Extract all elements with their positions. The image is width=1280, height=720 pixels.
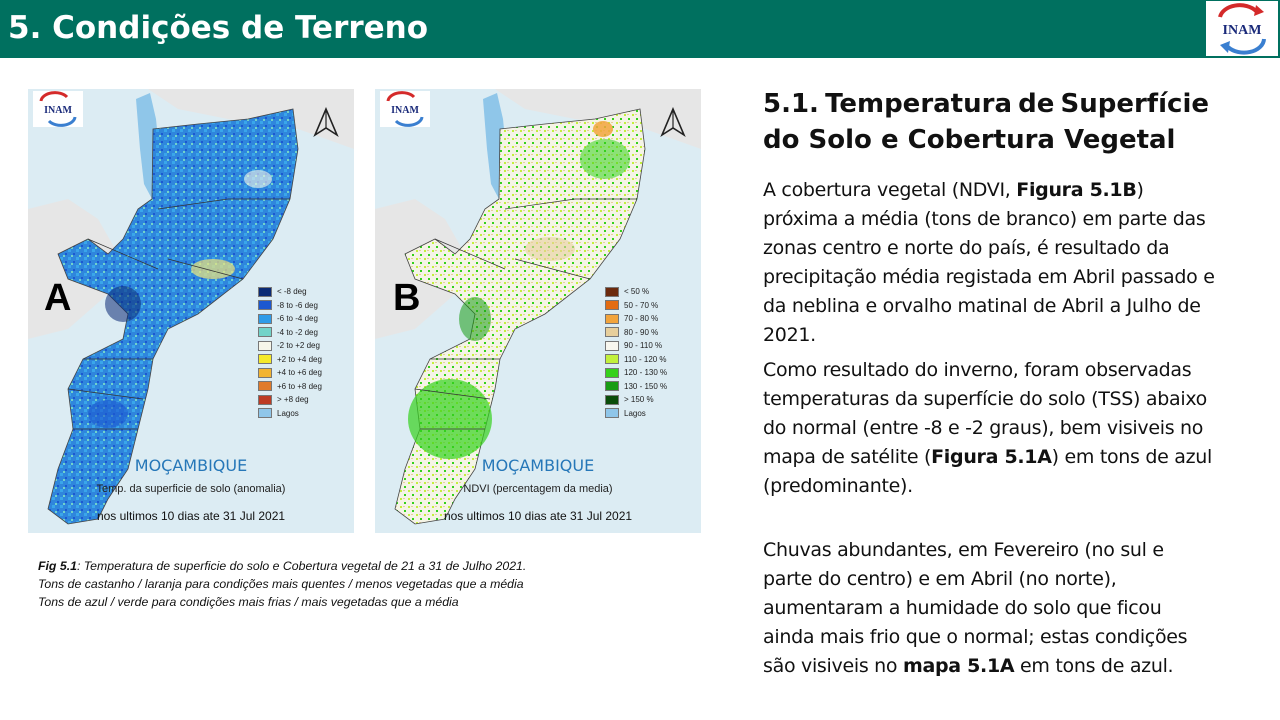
legend-label: > 150 % [624, 395, 654, 405]
title-word-2: Temperatura [825, 89, 1012, 119]
legend-swatch [258, 395, 272, 405]
legend-swatch [258, 300, 272, 310]
legend-item [605, 353, 667, 367]
paragraph-1 [763, 176, 1218, 350]
p2-text-a: Como resultado do inverno, foram observadas temperaturas da superfície do solo (TSS) abaixo do normal (entre -8 e -2 graus), bem visiveis no mapa de satélite ( [763, 359, 1207, 468]
paragraph-2 [763, 356, 1218, 501]
north-arrow-icon [312, 107, 340, 139]
legend-label: -8 to -6 deg [277, 300, 318, 310]
legend-item [605, 339, 667, 353]
legend-item [605, 326, 667, 340]
caption-line-3: Tons de azul / verde para condições mais frias / mais vegetadas que a média [38, 595, 459, 609]
legend-swatch [605, 368, 619, 378]
legend-item [605, 407, 667, 421]
panel-letter-b: B [393, 277, 421, 319]
legend-item [258, 407, 322, 421]
legend-label: 90 - 110 % [624, 341, 663, 351]
legend-swatch [605, 395, 619, 405]
legend-swatch [258, 368, 272, 378]
p3-bold: mapa 5.1A [902, 655, 1015, 677]
caption-label: Fig 5.1 [38, 559, 77, 573]
legend-item [258, 326, 322, 340]
legend-swatch [605, 354, 619, 364]
legend-swatch [258, 381, 272, 391]
slide-header [0, 0, 1280, 58]
legend-label: +6 to +8 deg [277, 381, 322, 391]
legend-swatch [258, 341, 272, 351]
legend-label: -4 to -2 deg [277, 327, 318, 337]
legend-swatch [605, 381, 619, 391]
p1-bold: Figura 5.1B [1016, 179, 1137, 201]
map-country-b: MOÇAMBIQUE [481, 456, 595, 475]
inam-logo-text: INAM [1222, 23, 1262, 38]
legend-label: -6 to -4 deg [277, 314, 318, 324]
figure-caption [38, 557, 526, 611]
legend-label: < -8 deg [277, 287, 307, 297]
legend-swatch [258, 408, 272, 418]
legend-b [605, 285, 667, 420]
legend-item [258, 299, 322, 313]
map-panel-b [375, 89, 701, 533]
p2-bold: Figura 5.1A [931, 446, 1052, 468]
legend-item [605, 299, 667, 313]
legend-label: +2 to +4 deg [277, 354, 322, 364]
legend-a [258, 285, 322, 420]
legend-item [258, 312, 322, 326]
legend-swatch [258, 354, 272, 364]
legend-label: Lagos [624, 408, 646, 418]
slide-title: 5. Condições de Terreno [8, 10, 429, 46]
legend-label: 120 - 130 % [624, 368, 668, 378]
legend-swatch [605, 408, 619, 418]
small-logo-text-b: INAM [391, 105, 419, 116]
legend-item [258, 353, 322, 367]
inam-small-logo-b [380, 91, 430, 127]
legend-item [605, 380, 667, 394]
legend-label: -2 to +2 deg [277, 341, 320, 351]
caption-line-2: Tons de castanho / laranja para condições mais quentes / menos vegetadas que a média [38, 577, 524, 591]
caption-line-1: : Temperatura de superficie do solo e Cobertura vegetal de 21 a 31 de Julho 2021. [76, 559, 527, 573]
section-title [763, 86, 1209, 158]
legend-swatch [258, 327, 272, 337]
legend-swatch [605, 327, 619, 337]
panel-letter-a: A [44, 277, 72, 319]
legend-swatch [605, 341, 619, 351]
north-arrow-icon [659, 107, 687, 139]
legend-item [605, 285, 667, 299]
map-subtitle-a: Temp. da superficie de solo (anomalia) [96, 483, 286, 495]
legend-item [258, 366, 322, 380]
legend-item [605, 366, 667, 380]
map-date-b: nos ultimos 10 dias ate 31 Jul 2021 [443, 509, 633, 523]
legend-label: 80 - 90 % [624, 327, 659, 337]
legend-swatch [605, 300, 619, 310]
map-date-a: nos ultimos 10 dias ate 31 Jul 2021 [96, 509, 286, 523]
paragraph-3 [763, 536, 1218, 681]
legend-swatch [605, 287, 619, 297]
p1-text-b: ) próxima a média (tons de branco) em parte das zonas centro e norte do país, é resultado da precipitação média registada em Abril passado e da neblina e orvalho matinal de Abril a Julho de 2021. [763, 179, 1215, 346]
p3-text-a: Chuvas abundantes, em Fevereiro (no sul e parte do centro) e em Abril (no norte), aumentaram a humidade do solo que ficou ainda mais frio que o normal; estas condições são visiveis no [763, 539, 1188, 677]
map-panel-a [28, 89, 354, 533]
title-word-4: Superfície [1060, 89, 1209, 119]
legend-item [258, 339, 322, 353]
legend-item [258, 285, 322, 299]
map-country-a: MOÇAMBIQUE [134, 456, 248, 475]
legend-swatch [258, 314, 272, 324]
legend-label: 130 - 150 % [624, 381, 668, 391]
legend-label: 110 - 120 % [624, 354, 667, 364]
map-subtitle-b: NDVI (percentagem da media) [463, 483, 613, 495]
title-line-2: do Solo e Cobertura Vegetal [763, 125, 1176, 155]
p2-text-b: ) em tons de azul (predominante). [763, 446, 1212, 497]
legend-label: 70 - 80 % [624, 314, 659, 324]
legend-label: 50 - 70 % [624, 300, 659, 310]
legend-item [258, 393, 322, 407]
legend-swatch [605, 314, 619, 324]
small-logo-text-a: INAM [44, 105, 72, 116]
legend-swatch [258, 287, 272, 297]
inam-small-logo-a [33, 91, 83, 127]
p1-text-a: A cobertura vegetal (NDVI, [763, 179, 1017, 201]
legend-item [605, 393, 667, 407]
title-word-1: 5.1. [763, 89, 819, 119]
p3-text-b: em tons de azul. [1014, 655, 1174, 677]
legend-item [258, 380, 322, 394]
legend-item [605, 312, 667, 326]
legend-label: +4 to +6 deg [277, 368, 322, 378]
legend-label: < 50 % [624, 287, 650, 297]
legend-label: > +8 deg [277, 395, 309, 405]
inam-logo [1206, 1, 1278, 56]
legend-label: Lagos [277, 408, 299, 418]
title-word-3: de [1018, 89, 1055, 119]
